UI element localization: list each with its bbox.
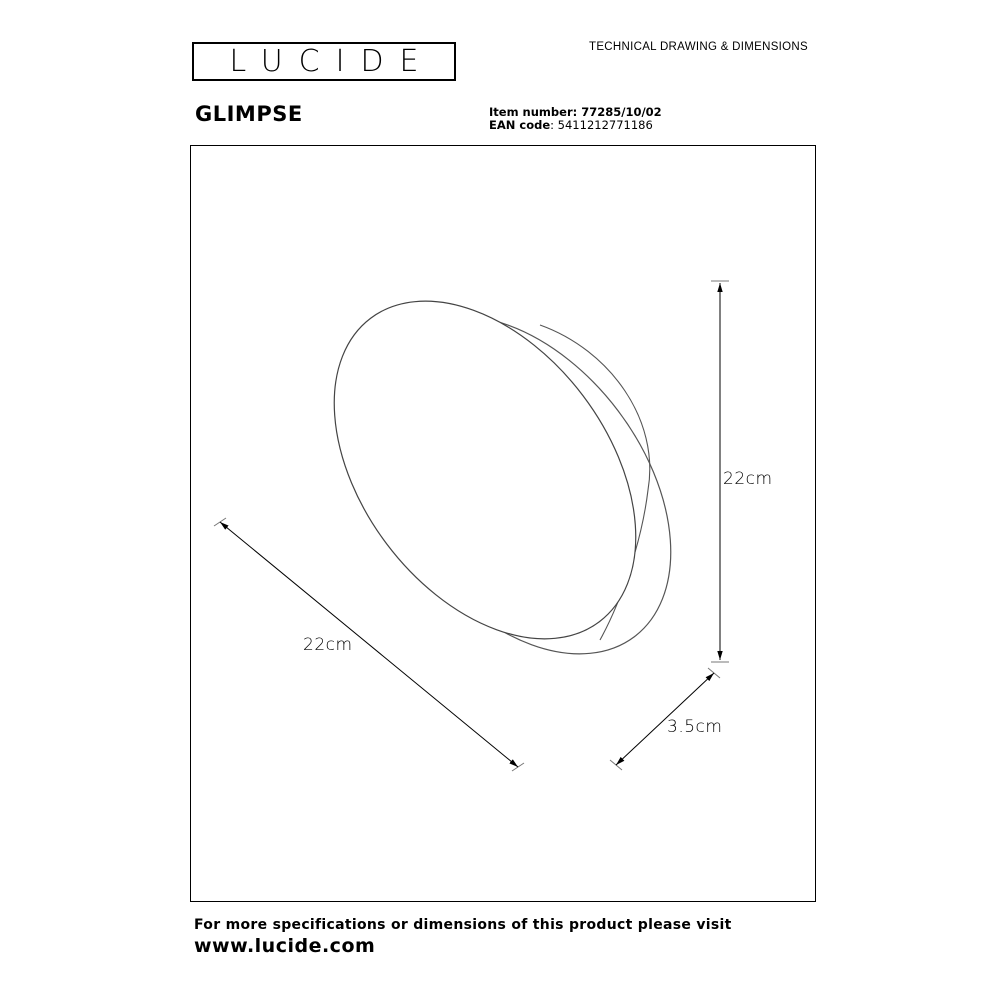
lamp-front-disc (272, 244, 697, 696)
ean-line: EAN code: 5411212771186 (489, 118, 653, 132)
item-number-line: Item number: 77285/10/02 (489, 105, 662, 119)
ean-value: 5411212771186 (557, 118, 653, 132)
brand-logo-text: LUCIDE (229, 44, 435, 79)
height-dimension-label: 22cm (723, 469, 773, 489)
product-name: GLIMPSE (195, 102, 303, 126)
item-number-label: Item number (489, 105, 573, 119)
depth-dimension-label: 3.5cm (667, 717, 723, 737)
ean-label: EAN code (489, 118, 551, 132)
website-link[interactable]: www.lucide.com (194, 935, 376, 957)
document-type: TECHNICAL DRAWING & DIMENSIONS (589, 41, 808, 53)
item-number-value: 77285/10/02 (581, 105, 662, 119)
width-dimension-label: 22cm (303, 635, 353, 655)
footer-note: For more specifications or dimensions of this product please visit (194, 917, 732, 933)
